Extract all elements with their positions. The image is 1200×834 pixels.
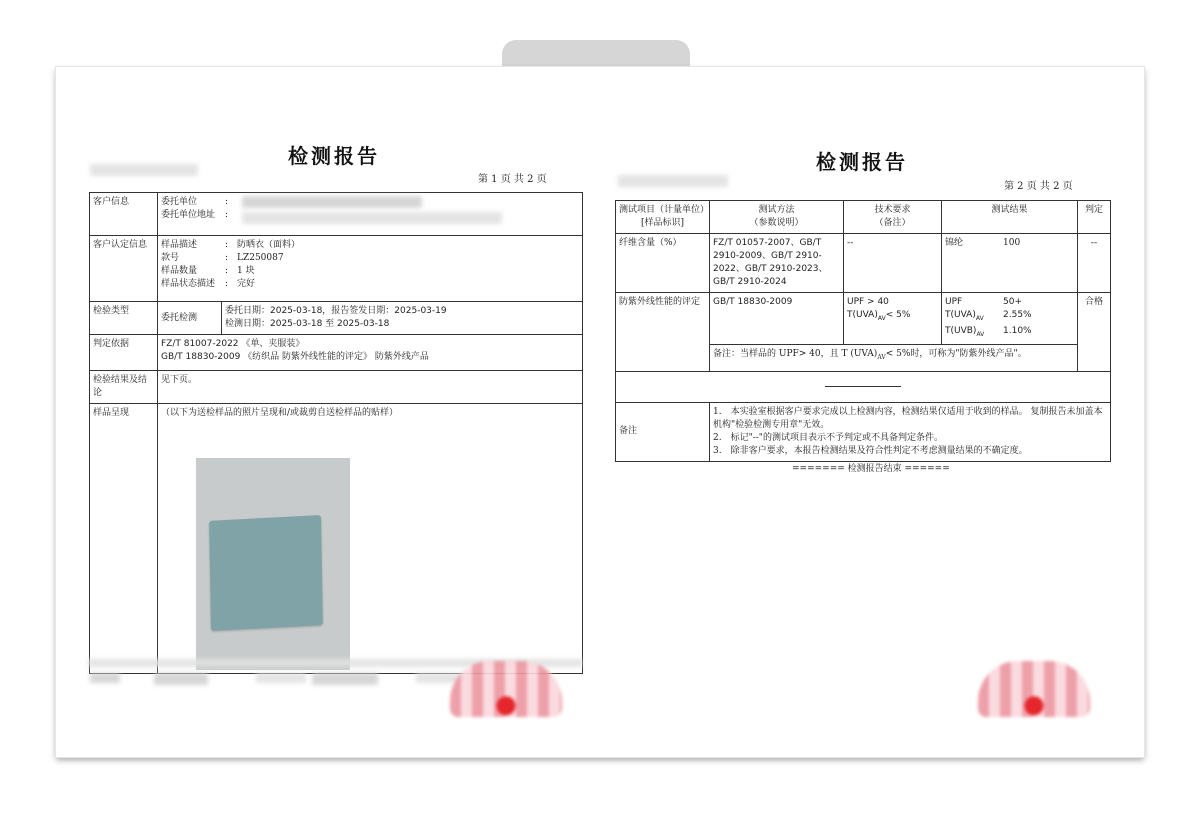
row-uv-protection [616,293,1111,345]
official-seal-blurred-2 [978,661,1090,717]
redacted-footer-1 [90,673,120,683]
page1-table [89,192,583,674]
uv-result-uvb: $T(UVB)_{AV}$ 1.10% [945,325,1032,338]
redacted-footer-2 [154,673,208,685]
uv-req-line1: UPF > 40 [847,297,889,307]
uv-note: 备注：当样品的 UPF> 40，且 T $(UVA)_{AV}< 5\%$时，可称为"防紫外线产品"。 [710,344,1078,371]
fiber-item: 纤维含量（%） [616,234,710,293]
header-result: 测试结果 [942,201,1078,234]
row-inspection-type [90,302,583,335]
redacted-lab-id [90,164,198,176]
remark-2: 2. 标记"--"的测试项目表示不予判定或不具备判定条件。 [713,432,943,443]
page2-page-number: 第 2 页 共 2 页 [1004,181,1073,192]
page1-page-number: 第 1 页 共 2 页 [478,174,547,185]
row-remarks [616,402,1111,461]
report-end-marker: ======= 检测报告结束 ====== [792,464,950,474]
entrust-dates: 委托日期：2025-03-18，报告签发日期：2025-03-19 [225,306,447,316]
entrusting-address-label: 委托单位地址 [161,210,216,220]
redacted-lab-id-2 [618,175,728,187]
inspection-type-label: 检验类型 [90,302,158,335]
row-fiber-content [616,234,1111,293]
uv-req-line2: $T(UVA)_{AV}< 5\%$ [847,310,911,322]
sample-photo [196,458,350,670]
redacted-footer-3 [256,673,306,683]
conclusion-value: 见下页。 [158,371,583,404]
remark-1: 1. 本实验室根据客户要求完成以上检测内容，检测结果仅适用于收到的样品。 复制报告未加盖本机构"检验检测专用章"无效。 [713,406,1103,430]
uv-result-upf: UPF 50+ [945,297,1022,307]
fiber-method: FZ/T 01057-2007、GB/T 2910-2009、GB/T 2910-2022、GB/T 2910-2023、GB/T 2910-2024 [710,234,844,293]
fiber-requirement: -- [844,234,942,293]
header-item: 测试项目（计量单位） [619,205,710,215]
entrusting-unit-label: 委托单位 [161,197,198,207]
page2-title: 检测报告 [816,150,908,174]
header-method: 测试方法 [758,205,795,215]
redacted-entrusting-unit [242,196,422,208]
style-no-row: 款号 : LZ250087 [161,253,284,263]
official-seal-blurred [450,661,562,717]
fiber-result-value: 100 [1003,238,1021,248]
sample-state-row: 样品状态描述 : 完好 [161,279,256,289]
redacted-footer-4 [312,673,378,685]
conclusion-label: 检验结果及结论 [90,371,158,404]
uv-item: 防紫外线性能的评定 [616,293,710,372]
client-confirmed-label: 客户认定信息 [90,236,158,302]
client-info-label: 客户信息 [90,193,158,236]
sample-desc-row: 样品描述 : 防晒衣（面料） [161,240,301,250]
divider-line [825,386,901,387]
results-header-row: 测试项目（计量单位） [样品标识] 测试方法 （参数说明） 技术要求 （备注） 测试结果 判定 [616,201,1111,234]
row-sample-display [90,404,583,674]
row-client-info: 客户信息 委托单位 : 委托单位地址 : [90,193,583,236]
page1-title: 检测报告 [288,144,380,168]
fiber-result-name: 锦纶 [945,238,964,248]
uv-method: GB/T 18830-2009 [710,293,844,345]
inspection-type-value: 委托检测 [158,302,222,335]
row-client-confirmed [90,236,583,302]
uv-judgement: 合格 [1078,293,1111,372]
basis-line2: GB/T 18830-2009 《纺织品 防紫外线性能的评定》 防紫外线产品 [161,352,429,362]
basis-line1: FZ/T 81007-2022 《单、夹服装》 [161,339,305,349]
remark-3: 3. 除非客户要求，本报告检测结果及符合性判定不考虑测量结果的不确定度。 [713,445,1028,456]
fiber-judgement: -- [1078,234,1111,293]
report-sheet [56,67,1144,757]
uv-result-uva: $T(UVA)_{AV}$ 2.55% [945,310,1032,322]
remarks-label: 备注 [616,402,710,461]
row-conclusion [90,371,583,404]
fabric-sample [209,515,323,631]
header-requirement: 技术要求 [874,205,911,215]
row-basis [90,335,583,371]
test-dates: 检测日期：2025-03-18 至 2025-03-18 [225,319,390,329]
page2-table [615,200,1111,462]
header-judgement: 判定 [1078,201,1111,234]
redacted-entrusting-address [242,212,502,224]
basis-label: 判定依据 [90,335,158,371]
sample-display-note: （以下为送检样品的照片呈现和/或裁剪自送检样品的贴样） [161,408,399,418]
sample-display-label: 样品呈现 [90,404,158,674]
sample-qty-row: 样品数量 : 1 块 [161,266,255,276]
row-divider [616,371,1111,402]
